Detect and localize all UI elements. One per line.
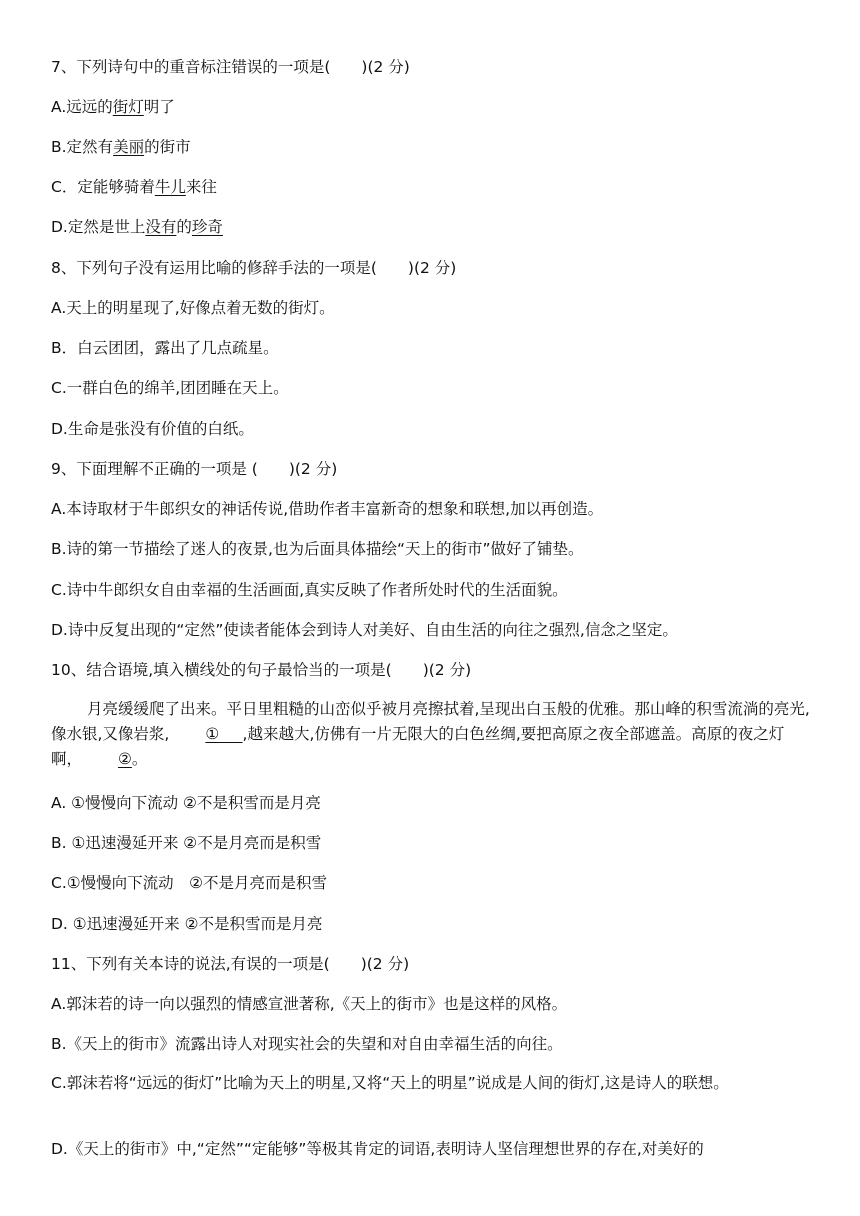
- question-9-option-c: C.诗中牛郎织女自由幸福的生活画面,真实反映了作者所处时代的生活面貌。: [51, 581, 568, 599]
- question-10-option-a: A. ①慢慢向下流动 ②不是积雪而是月亮: [51, 794, 321, 812]
- blank-1: ①: [205, 725, 220, 743]
- question-10-passage: 月亮缓缓爬了出来。平日里粗糙的山峦似乎被月亮擦拭着,呈现出白玉般的优雅。那山峰的积雪流淌的亮光,像水银,又像岩浆, ① ,越来越大,仿佛有一片无限大的白色丝绸,要把高原之夜全部遮盖。高原的夜之灯啊， ②。: [51, 697, 812, 772]
- question-8-option-b: B．白云团团，露出了几点疏星。: [51, 339, 279, 357]
- question-7-option-d: D.定然是世上没有的珍奇: [51, 218, 223, 236]
- question-10-option-c: C.①慢慢向下流动 ②不是月亮而是积雪: [51, 874, 328, 892]
- question-7-option-a: A.远远的街灯明了: [51, 98, 175, 116]
- question-10-stem: 10、结合语境,填入横线处的句子最恰当的一项是( )(2 分): [51, 661, 472, 679]
- question-9-option-b: B.诗的第一节描绘了迷人的夜景,也为后面具体描绘“天上的街市”做好了铺垫。: [51, 540, 584, 558]
- question-9-option-a: A.本诗取材于牛郎织女的神话传说,借助作者丰富新奇的想象和联想,加以再创造。: [51, 500, 604, 518]
- question-11-option-c: C.郭沫若将“远远的街灯”比喻为天上的明星,又将“天上的明星”说成是人间的街灯,这是诗人的联想。: [51, 1074, 729, 1092]
- question-8-option-c: C.一群白色的绵羊,团团睡在天上。: [51, 379, 289, 397]
- question-10-option-d: D. ①迅速漫延开来 ②不是积雪而是月亮: [51, 915, 323, 933]
- question-11-option-b: B.《天上的街市》流露出诗人对现实社会的失望和对自由幸福生活的向往。: [51, 1035, 563, 1053]
- question-7-option-b: B.定然有美丽的街市: [51, 138, 191, 156]
- question-10-option-b: B. ①迅速漫延开来 ②不是月亮而是积雪: [51, 834, 322, 852]
- question-11-option-d: D.《天上的街市》中,“定然”“定能够”等极其肯定的词语,表明诗人坚信理想世界的存在,对美好的: [51, 1140, 704, 1158]
- question-9-stem: 9、下面理解不正确的一项是 ( )(2 分): [51, 460, 338, 478]
- blank-2: ②: [118, 750, 132, 768]
- question-11-stem: 11、下列有关本诗的说法,有误的一项是( )(2 分): [51, 955, 410, 973]
- question-11-option-a: A.郭沫若的诗一向以强烈的情感宣泄著称,《天上的街市》也是这样的风格。: [51, 995, 568, 1013]
- question-8-option-d: D.生命是张没有价值的白纸。: [51, 420, 254, 438]
- question-7-stem: 7、下列诗句中的重音标注错误的一项是( )(2 分): [51, 58, 410, 76]
- question-7-option-c: C．定能够骑着牛儿来往: [51, 178, 217, 196]
- question-9-option-d: D.诗中反复出现的“定然”使读者能体会到诗人对美好、自由生活的向往之强烈,信念之坚定。: [51, 621, 678, 639]
- question-8-stem: 8、下列句子没有运用比喻的修辞手法的一项是( )(2 分): [51, 259, 457, 277]
- question-8-option-a: A.天上的明星现了,好像点着无数的街灯。: [51, 299, 335, 317]
